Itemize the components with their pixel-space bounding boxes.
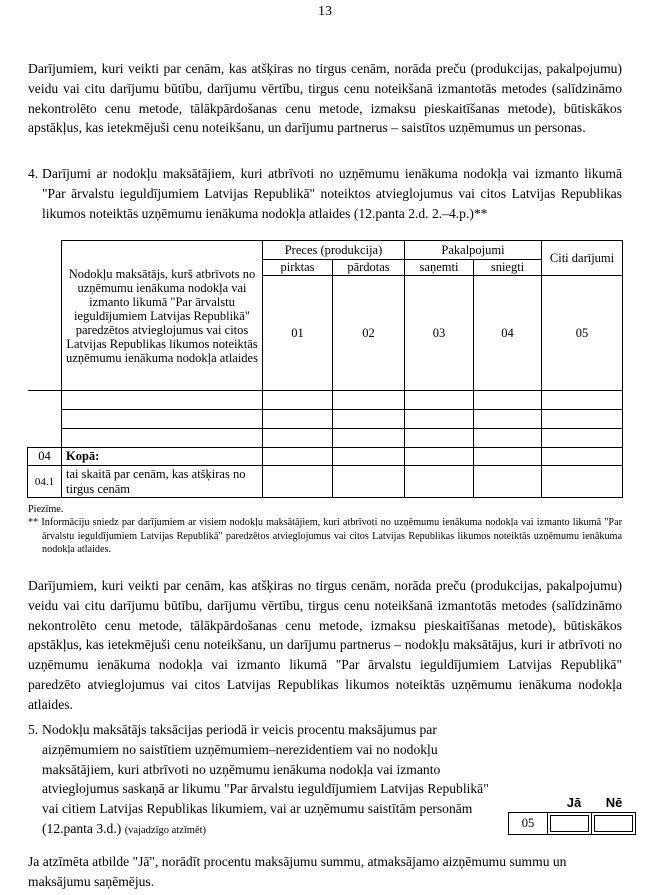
no-checkbox[interactable] bbox=[592, 813, 636, 835]
section5-code: 05 bbox=[509, 813, 548, 835]
code-03: 03 bbox=[405, 276, 474, 391]
mark-hint: (vajadzīgo atzīmēt) bbox=[124, 824, 207, 836]
services-group-header: Pakalpojumi bbox=[405, 241, 542, 260]
table-row bbox=[28, 429, 623, 448]
code-05: 05 bbox=[542, 276, 623, 391]
subtotal-row bbox=[28, 466, 623, 498]
subtotal-row-code: 04.1 bbox=[28, 466, 62, 498]
goods-group-header: Preces (produkcija) bbox=[263, 241, 405, 260]
section4-number: 4. bbox=[28, 166, 39, 181]
section5-text-block bbox=[42, 720, 507, 841]
code-04: 04 bbox=[474, 276, 542, 391]
provided-header: sniegti bbox=[474, 260, 542, 276]
section5-text: Nodokļu maksātājs taksācijas periodā ir veicis procentu maksājumus par aizņēmumiem no saistītiem uzņēmumiem–nerezidentiem vai no nodokļu maksātājiem, kuri atbrīvoti no uzņēmumu ienākuma nodokļa vai izmanto atvieglojumus saskaņā ar likumu "Par ārvalstu ieguldījumiem Latvijas Republikā" vai citiem Latvijas Republikas likumiem, vai ar uzņēmumu saistītām personām (12.panta 3.d.) bbox=[42, 722, 489, 836]
sold-header: pārdotas bbox=[333, 260, 405, 276]
taxpayer-column-header: Nodokļu maksātājs, kurš atbrīvots no uzņēmumu ienākuma nodokļa vai izmanto likumā "Par ārvalstu ieguldījumiem Latvijas Republikā" paredzētos atvieglojumus vai citos Latvijas Republikas likumos noteiktās uzņēmumu ienākuma nodokļa atlaides bbox=[62, 241, 263, 391]
subtotal-row-label: tai skaitā par cenām, kas atšķiras no tirgus cenām bbox=[62, 466, 263, 498]
total-row-code: 04 bbox=[28, 448, 62, 466]
paragraph-mid: Darījumiem, kuri veikti par cenām, kas atšķiras no tirgus cenām, norāda preču (produkcijas, pakalpojumu) veidu vai citu darījumu būtību, darījumu vērtību, tirgus cenu noteikšanā izmantotās metodes (salīdzināmo nekontrolēto cenu metode, tālākpārdošanas cenu metode, izmaksu pieskaitīšanas metode), būtiskākos apstākļus, kas ietekmējuši cenu noteikšanu, un darījumu partnerus – nodokļu maksātājus, kuri ir atbrīvoti no uzņēmumu ienākuma nodokļa vai izmanto likumā "Par ārvalstu ieguldījumiem Latvijas Republikā" paredzēto atvieglojumus vai citos Latvijas Republikas likumos noteiktās uzņēmumu ienākuma nodokļa atlaides. bbox=[28, 578, 622, 712]
note-title: Piezīme. bbox=[28, 504, 64, 515]
yes-checkbox[interactable] bbox=[548, 813, 592, 835]
paragraph-top: Darījumiem, kuri veikti par cenām, kas atšķiras no tirgus cenām, norāda preču (produkcijas, pakalpojumu) veidu vai citu darījumu būtību, darījumu vērtību, tirgus cenu noteikšanā izmantotās metodes (salīdzināmo nekontrolēto cenu metode, tālākpārdošanas cenu metode, izmaksu pieskaitīšanas metode), būtiskākos apstākļus, kas ietekmējuši cenu noteikšanu, un darījumu partnerus – saistītos uzņēmumus un personas. bbox=[28, 61, 622, 136]
yes-no-table bbox=[508, 812, 636, 835]
code-01: 01 bbox=[263, 276, 333, 391]
code-02: 02 bbox=[333, 276, 405, 391]
section5-number: 5. bbox=[28, 722, 39, 737]
total-row-label: Kopā: bbox=[62, 448, 263, 466]
received-header: saņemti bbox=[405, 260, 474, 276]
yes-label: Jā bbox=[566, 795, 582, 810]
purchased-header: pirktas bbox=[263, 260, 333, 276]
page-number: 13 bbox=[318, 4, 332, 19]
table-row bbox=[28, 391, 623, 410]
table-row bbox=[28, 410, 623, 429]
total-row bbox=[28, 448, 623, 466]
other-transactions-header: Citi darījumi bbox=[542, 241, 623, 276]
transactions-table bbox=[27, 240, 623, 498]
paragraph-bottom: Ja atzīmēta atbilde "Jā", norādīt procentu maksājumu summu, atmaksājamo aizņēmumu summu un maksājumu saņēmējus. bbox=[28, 854, 567, 889]
note-text: ** Informāciju sniedz par darījumiem ar visiem nodokļu maksātājiem, kuri atbrīvoti no uzņēmumu ienākuma nodokļa vai izmanto likumā "Par ārvalstu ieguldījumiem Latvijas Republikā" paredzētos atvieglojumus vai citos Latvijas Republikas likumos noteiktās uzņēmumu ienākuma nodokļa atlaides. bbox=[28, 517, 622, 555]
section4-text: Darījumi ar nodokļu maksātājiem, kuri atbrīvoti no uzņēmumu ienākuma nodokļa vai izmanto likumā "Par ārvalstu ieguldījumiem Latvijas Republikā" noteiktos atvieglojumus vai citos Latvijas Republikas likumos noteiktās uzņēmumu ienākuma nodokļa atlaides (12.panta 2.d. 2.–4.p.)** bbox=[42, 166, 622, 221]
no-label: Nē bbox=[605, 795, 623, 810]
